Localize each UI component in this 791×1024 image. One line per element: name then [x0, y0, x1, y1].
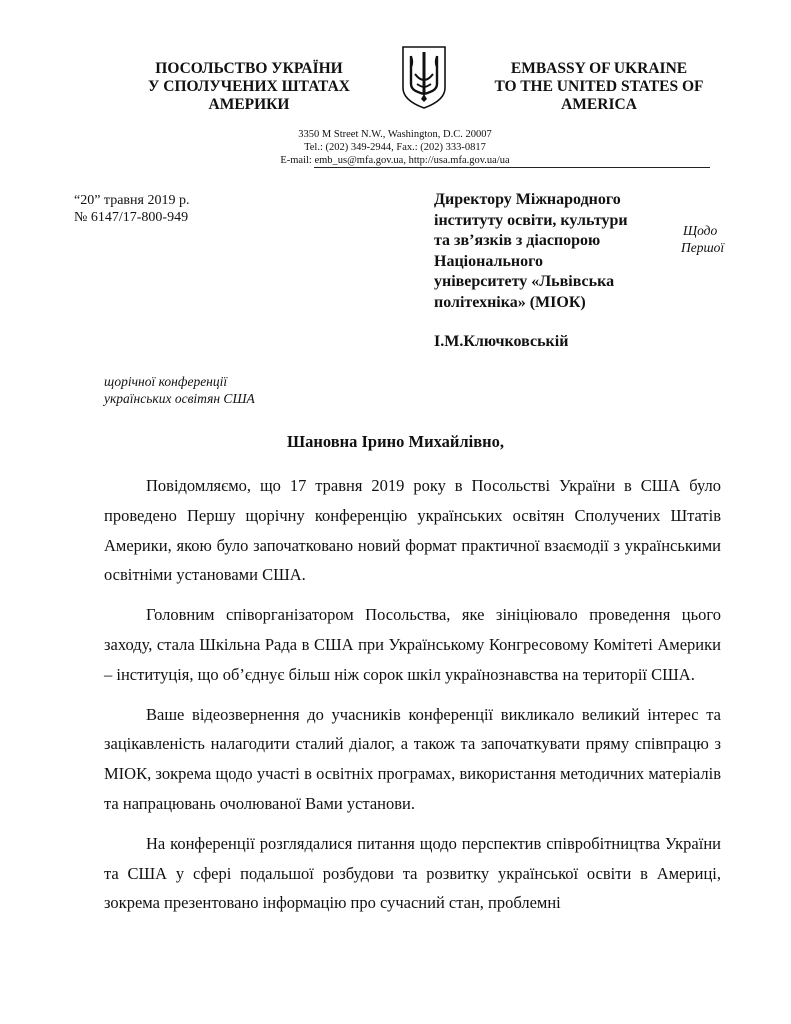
letter-body	[104, 471, 721, 918]
embassy-email-web: E-mail: emb_us@mfa.gov.ua, http://usa.mfa.gov.ua/ua	[280, 155, 510, 166]
addressee-line: Директору Міжнародного	[434, 191, 621, 208]
letter-number: № 6147/17-800-949	[74, 210, 189, 225]
embassy-address: 3350 M Street N.W., Washington, D.C. 20007	[298, 129, 492, 140]
letterhead-divider	[314, 167, 710, 168]
letterhead-ua-line: ПОСОЛЬСТВО УКРАЇНИ	[155, 60, 343, 77]
subject-left-line: щорічної конференції	[104, 374, 228, 389]
trident-coat-of-arms-icon	[398, 44, 450, 110]
subject-left-line: українських освітян США	[104, 391, 255, 406]
addressee-line: Національного	[434, 252, 543, 270]
letterhead-en-line: AMERICA	[561, 96, 637, 113]
subject-right-line: Щодо	[683, 223, 718, 238]
letterhead-ukrainian	[118, 60, 380, 114]
addressee-name: І.М.Ключковській	[434, 333, 569, 350]
letterhead-ua-line: АМЕРИКИ	[208, 96, 290, 113]
addressee-line: інституту освіти, культури	[434, 211, 628, 229]
letter-date: “20” травня 2019 р.	[74, 193, 190, 208]
letterhead-en-line: EMBASSY OF UKRAINE	[510, 60, 688, 77]
body-paragraph: Ваше відеозвернення до учасників конференції викликало великий інтерес та зацікавленість налагодити сталий діалог, а також та започаткувати пряму співпрацю з МІОК, зокрема щодо участі в освітніх програмах, використання методичних матеріалів та напрацювань очолюваної Вами установи.	[104, 704, 721, 813]
body-paragraph: Головним співорганізатором Посольства, яке зініціювало проведення цього заходу, стала Шкільна Рада в США при Українському Конгресовому Комітеті Америки – інституція, що об’єднує більш ніж сорок шкіл українознавства на території США.	[104, 605, 721, 684]
addressee-line: університету «Львівська	[434, 273, 615, 290]
body-paragraph: На конференції розглядалися питання щодо перспектив співробітництва України та США у сфері подальшої розбудови та розвитку української освіти в Америці, зокрема презентовано інформацію про сучасний стан, проблемні	[104, 833, 721, 913]
subject-right-line: Першої	[681, 240, 725, 255]
addressee-block	[434, 190, 694, 313]
addressee-line: політехніка» (МІОК)	[434, 293, 586, 311]
letterhead-en-line: TO THE UNITED STATES OF	[494, 78, 704, 95]
body-paragraph: Повідомляємо, що 17 травня 2019 року в Посольстві України в США було проведено Першу щорічну конференцію українських освітян Сполучених Штатів Америки, якою було започатковано новий формат практичної взаємодії з українськими освітніми установами США.	[104, 476, 721, 585]
embassy-phone-fax: Tel.: (202) 349-2944, Fax.: (202) 333-0817	[304, 142, 486, 153]
letterhead-ua-line: У СПОЛУЧЕНИХ ШТАТАХ	[148, 78, 350, 95]
salutation: Шановна Ірино Михайлівно,	[287, 432, 504, 451]
letterhead-english	[468, 60, 730, 114]
addressee-line: та зв’язків з діаспорою	[434, 232, 601, 249]
